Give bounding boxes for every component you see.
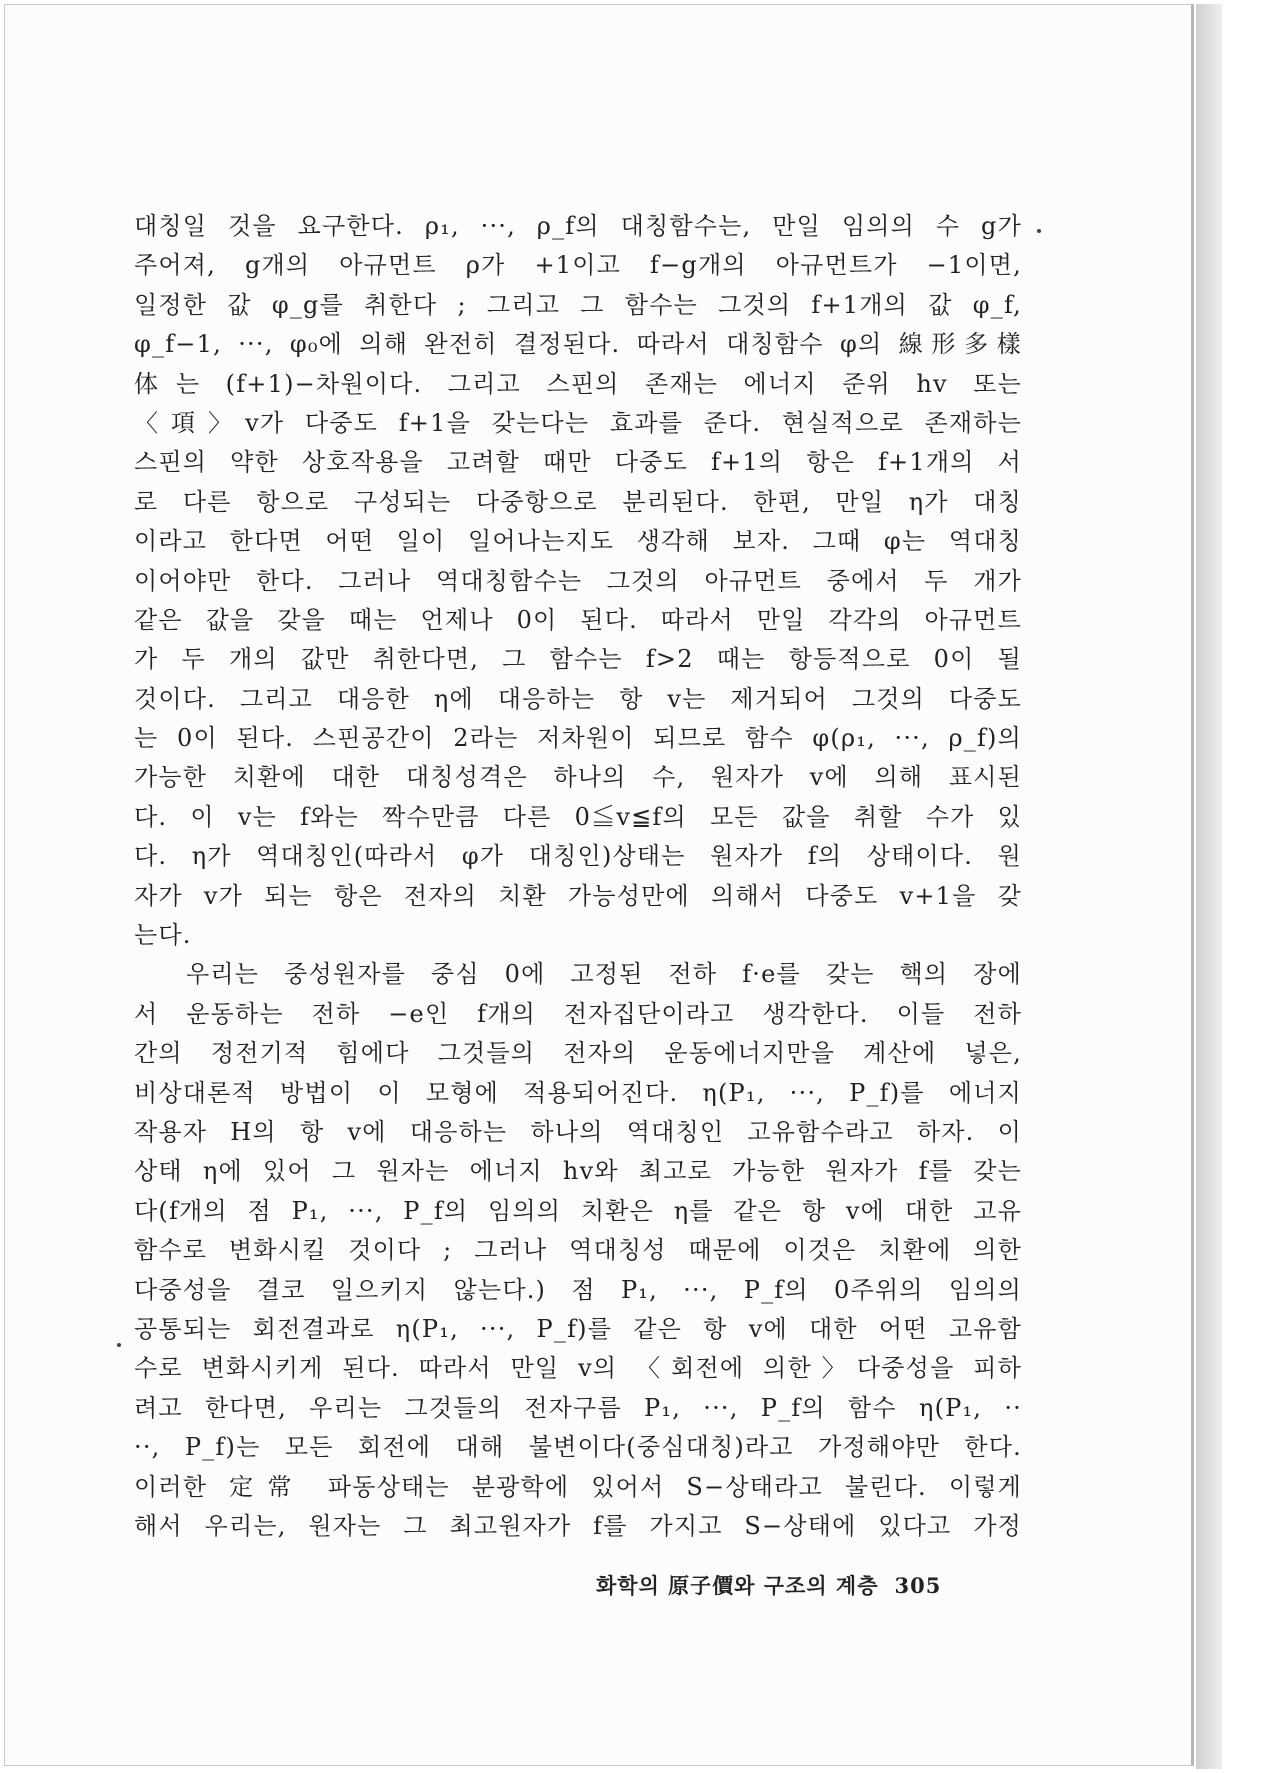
text-line: 이라고 한다면 어떤 일이 일어나는지도 생각해 보자. 그때 φ는 역대칭: [134, 527, 1022, 556]
text-line: 가 두 개의 값만 취한다면, 그 함수는 f>2 때는 항등적으로 0이 될: [134, 645, 1022, 674]
text-line: 간의 정전기적 힘에다 그것들의 전자의 운동에너지만을 계산에 넣은,: [134, 1039, 1022, 1068]
text-line: 다. η가 역대칭인(따라서 φ가 대칭인)상태는 원자가 f의 상태이다. 원: [134, 842, 1022, 871]
text-line: 같은 값을 갖을 때는 언제나 0이 된다. 따라서 만일 각각의 아규먼트: [134, 605, 1022, 634]
text-line: 이어야만 한다. 그러나 역대칭함수는 그것의 아규먼트 중에서 두 개가: [134, 566, 1022, 595]
text-line: 려고 한다면, 우리는 그것들의 전자구름 P₁, ···, P_f의 함수 η(P₁, ··: [134, 1393, 1022, 1422]
text-line: 〈項〉v가 다중도 f+1을 갖는다는 효과를 준다. 현실적으로 존재하는: [134, 408, 1022, 437]
text-line: 주어져, g개의 아규먼트 ρ가 +1이고 f−g개의 아규먼트가 −1이면,: [134, 251, 1022, 280]
text-line: 일정한 값 φ_g를 취한다 ; 그리고 그 함수는 그것의 f+1개의 값 φ_f,: [134, 290, 1022, 319]
ink-speck: [117, 1343, 121, 1347]
text-line: 스핀의 약한 상호작용을 고려할 때만 다중도 f+1의 항은 f+1개의 서: [134, 448, 1022, 477]
text-line: 로 다른 항으로 구성되는 다중항으로 분리된다. 한편, 만일 η가 대칭: [134, 487, 1022, 516]
ink-speck: [1037, 229, 1041, 233]
running-title: 화학의 原子價와 구조의 계층: [596, 1573, 879, 1598]
text-line: 상태 η에 있어 그 원자는 에너지 hv와 최고로 가능한 원자가 f를 갖는: [134, 1157, 1022, 1186]
body-text: [134, 207, 1022, 1546]
paragraph-start-line: 우리는 중성원자를 중심 0에 고정된 전하 f·e를 갖는 핵의 장에: [186, 960, 1022, 989]
text-line: 대칭일 것을 요구한다. ρ₁, ···, ρ_f의 대칭함수는, 만일 임의의 수 g가: [134, 212, 1022, 240]
text-line: 다중성을 결코 일으키지 않는다.) 점 P₁, ···, P_f의 0주위의 임의의: [134, 1275, 1022, 1304]
text-line: 공통되는 회전결과로 η(P₁, ···, P_f)를 같은 항 v에 대한 어떤 고유함: [134, 1314, 1022, 1343]
text-line: 서 운동하는 전하 −e인 f개의 전자집단이라고 생각한다. 이들 전하: [134, 999, 1022, 1028]
text-line: 수로 변화시키게 된다. 따라서 만일 v의 〈회전에 의한〉다중성을 피하: [134, 1354, 1022, 1383]
text-line: 작용자 H의 항 v에 대응하는 하나의 역대칭인 고유함수라고 하자. 이: [134, 1117, 1022, 1146]
page-footer: [596, 1570, 941, 1600]
paragraph-end-line: 는다.: [134, 921, 192, 950]
text-line: 다. 이 v는 f와는 짝수만큼 다른 0≦v≦f의 모든 값을 취할 수가 있: [134, 802, 1022, 831]
text-line: 자가 v가 되는 항은 전자의 치환 가능성만에 의해서 다중도 v+1을 갖: [134, 881, 1022, 910]
page-number: 305: [894, 1573, 942, 1598]
text-line: 이러한 定常 파동상태는 분광학에 있어서 S−상태라고 불린다. 이렇게: [134, 1472, 1022, 1501]
text-line: 는 0이 된다. 스핀공간이 2라는 저차원이 되므로 함수 φ(ρ₁, ···, ρ_f)의: [134, 724, 1022, 753]
page-shadow: [1196, 4, 1222, 1769]
text-line: 해서 우리는, 원자는 그 최고원자가 f를 가지고 S−상태에 있다고 가정: [134, 1511, 1022, 1540]
text-line: 体는 (f+1)−차원이다. 그리고 스핀의 존재는 에너지 준위 hv 또는: [134, 369, 1022, 398]
text-line: 가능한 치환에 대한 대칭성격은 하나의 수, 원자가 v에 의해 표시된: [134, 763, 1022, 792]
text-line: ··, P_f)는 모든 회전에 대해 불변이다(중심대칭)라고 가정해야만 한다.: [134, 1433, 1022, 1462]
text-line: 비상대론적 방법이 이 모형에 적용되어진다. η(P₁, ···, P_f)를 에너지: [134, 1078, 1022, 1107]
text-line: 것이다. 그리고 대응한 η에 대응하는 항 v는 제거되어 그것의 다중도: [134, 684, 1022, 713]
text-line: φ_f−1, ···, φ₀에 의해 완전히 결정된다. 따라서 대칭함수 φ의 線形多樣: [134, 330, 1022, 359]
text-line: 함수로 변화시킬 것이다 ; 그러나 역대칭성 때문에 이것은 치환에 의한: [134, 1236, 1022, 1265]
text-line: 다(f개의 점 P₁, ···, P_f의 임의의 치환은 η를 같은 항 v에 대한 고유: [134, 1196, 1022, 1225]
